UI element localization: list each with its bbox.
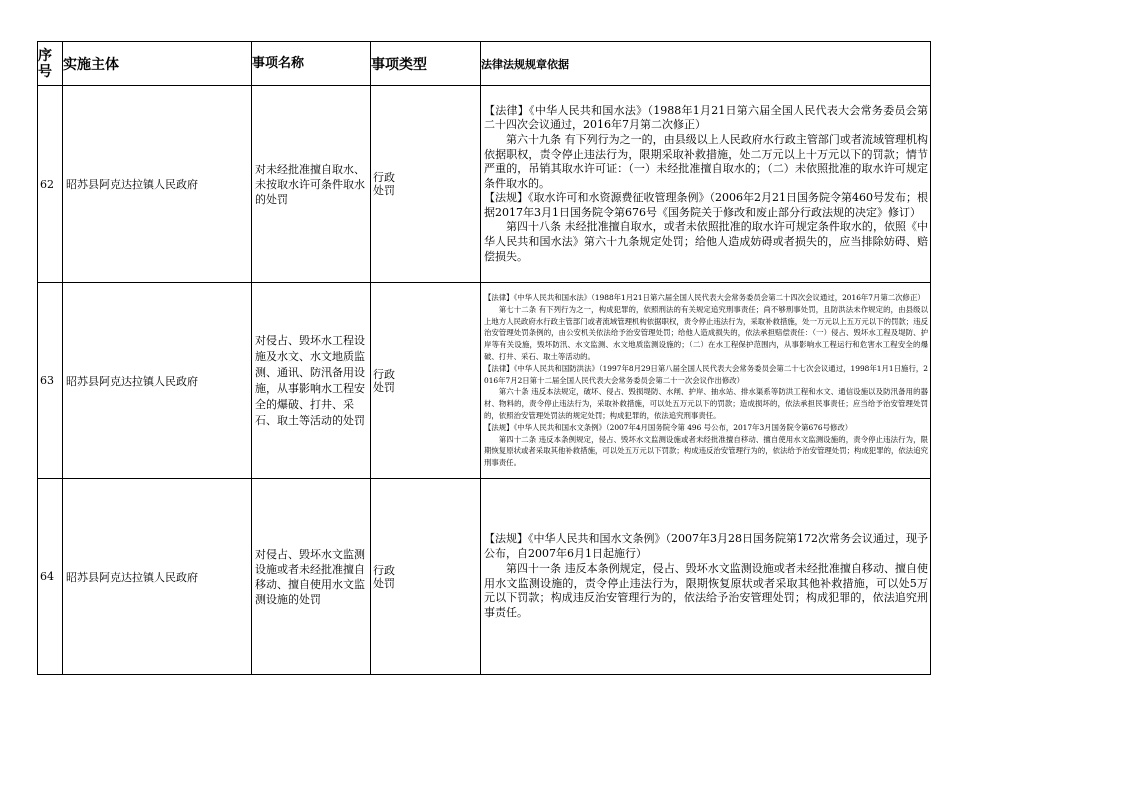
table-row xyxy=(38,479,931,675)
row-subject: 昭苏县阿克达拉镇人民政府 xyxy=(63,479,252,675)
row-item-name: 对未经批准擅自取水、未按取水许可条件取水的处罚 xyxy=(252,86,371,283)
header-seq: 序号 xyxy=(38,42,63,86)
legal-basis-table xyxy=(37,41,931,675)
basis-paragraph: 【法规】《中华人民共和国水文条例》（2007年4月国务院令第 496 号公布，2017年3月国务院令第676号修改） xyxy=(484,422,853,432)
row-legal-basis xyxy=(481,479,931,675)
row-seq: 64 xyxy=(38,479,63,675)
header-item-type: 事项类型 xyxy=(371,42,481,86)
header-row xyxy=(38,42,931,86)
row-legal-basis xyxy=(481,86,931,283)
row-legal-basis xyxy=(481,283,931,479)
table-row xyxy=(38,86,931,283)
header-subject: 实施主体 xyxy=(63,42,252,86)
row-item-name: 对侵占、毁坏水文监测设施或者未经批准擅自移动、擅自使用水文监测设施的处罚 xyxy=(252,479,371,675)
basis-paragraph: 第四十一条 违反本条例规定，侵占、毁坏水文监测设施或者未经批准擅自移动、擅自使用水文监测设施的，责令停止违法行为，限期恢复原状或者采取其他补救措施，可以处5万元以下罚款；构成违反治安管理行为的，依法给予治安管理处罚；构成犯罪的，依法追究刑事责任。 xyxy=(484,561,928,620)
table-row xyxy=(38,283,931,479)
row-seq: 63 xyxy=(38,283,63,479)
basis-paragraph: 第六十九条 有下列行为之一的，由县级以上人民政府水行政主管部门或者流域管理机构依据职权，责令停止违法行为，限期采取补救措施，处二万元以上十万元以下的罚款；情节严重的，吊销其取水许可证：（一）未经批准擅自取水的；（二）未依照批准的取水许可规定条件取水的。 xyxy=(484,132,928,190)
row-subject: 昭苏县阿克达拉镇人民政府 xyxy=(63,86,252,283)
basis-paragraph: 【法规】《中华人民共和国水文条例》（2007年3月28日国务院第172次常务会议通过，现予公布，自2007年6月1日起施行） xyxy=(484,532,928,560)
basis-paragraph: 【法律】《中华人民共和国水法》（1988年1月21日第六届全国人民代表大会常务委员会第二十四次会议通过，2016年7月第二次修正） xyxy=(484,293,925,303)
basis-paragraph: 【法律】《中华人民共和国防洪法》（1997年8月29日第八届全国人民代表大会常务委员会第二十七次会议通过，1998年1月1日施行，2016年7月2日第十二届全国人民代表大会常务委员会第二十一次会议作出修改） xyxy=(484,363,928,385)
header-legal-basis: 法律法规规章依据 xyxy=(481,42,931,86)
basis-paragraph: 【法规】《取水许可和水资源费征收管理条例》（2006年2月21日国务院令第460号发布；根据2017年3月1日国务院令第676号《国务院关于修改和废止部分行政法规的决定》修订） xyxy=(484,191,928,219)
basis-paragraph: 【法律】《中华人民共和国水法》（1988年1月21日第六届全国人民代表大会常务委员会第二十四次会议通过，2016年7月第二次修正） xyxy=(484,103,928,132)
row-item-type: 行政处罚 xyxy=(373,367,395,394)
row-item-type: 行政处罚 xyxy=(373,171,395,197)
row-subject: 昭苏县阿克达拉镇人民政府 xyxy=(63,283,252,479)
header-item-name: 事项名称 xyxy=(252,42,371,86)
row-seq: 62 xyxy=(38,86,63,283)
basis-paragraph: 第四十八条 未经批准擅自取水，或者未依照批准的取水许可规定条件取水的，依照《中华人民共和国水法》第六十九条规定处罚；给他人造成妨碍或者损失的，应当排除妨碍、赔偿损失。 xyxy=(484,220,928,263)
basis-paragraph: 第七十二条 有下列行为之一，构成犯罪的，依照刑法的有关规定追究刑事责任；尚不够刑事处罚，且防洪法未作规定的，由县级以上地方人民政府水行政主管部门或者流域管理机构依据职权，责令停止违法行为，采取补救措施，处一万元以上五万元以下的罚款；违反治安管理处罚条例的，由公安机关依法给予治安管理处罚；给他人造成损失的，依法承担赔偿责任：（一）侵占、毁坏水工程及堤防、护岸等有关设施，毁坏防汛、水文监测、水文地质监测设施的；（二）在水工程保护范围内，从事影响水工程运行和危害水工程安全的爆破、打井、采石、取土等活动的。 xyxy=(484,304,928,361)
row-item-type: 行政处罚 xyxy=(373,563,395,590)
basis-paragraph: 第四十二条 违反本条例规定，侵占、毁坏水文监测设施或者未经批准擅自移动、擅自使用水文监测设施的，责令停止违法行为，限期恢复原状或者采取其他补救措施，可以处五万元以下罚款；构成违反治安管理行为的，依法给予治安管理处罚；构成犯罪的，依法追究刑事责任。 xyxy=(484,434,928,468)
row-item-name: 对侵占、毁坏水工程设施及水文、水文地质监测、通讯、防汛备用设施，从事影响水工程安全的爆破、打井、采石、取土等活动的处罚 xyxy=(252,283,371,479)
basis-paragraph: 第六十条 违反本法规定，破坏、侵占、毁损堤防、水闸、护岸、抽水站、排水渠系等防洪工程和水文、通信设施以及防汛备用的器材、物料的，责令停止违法行为，采取补救措施，可以处五万元以下的罚款；造成损坏的，依法承担民事责任；应当给予治安管理处罚的，依照治安管理处罚法的规定处罚；构成犯罪的，依法追究刑事责任。 xyxy=(484,387,928,420)
